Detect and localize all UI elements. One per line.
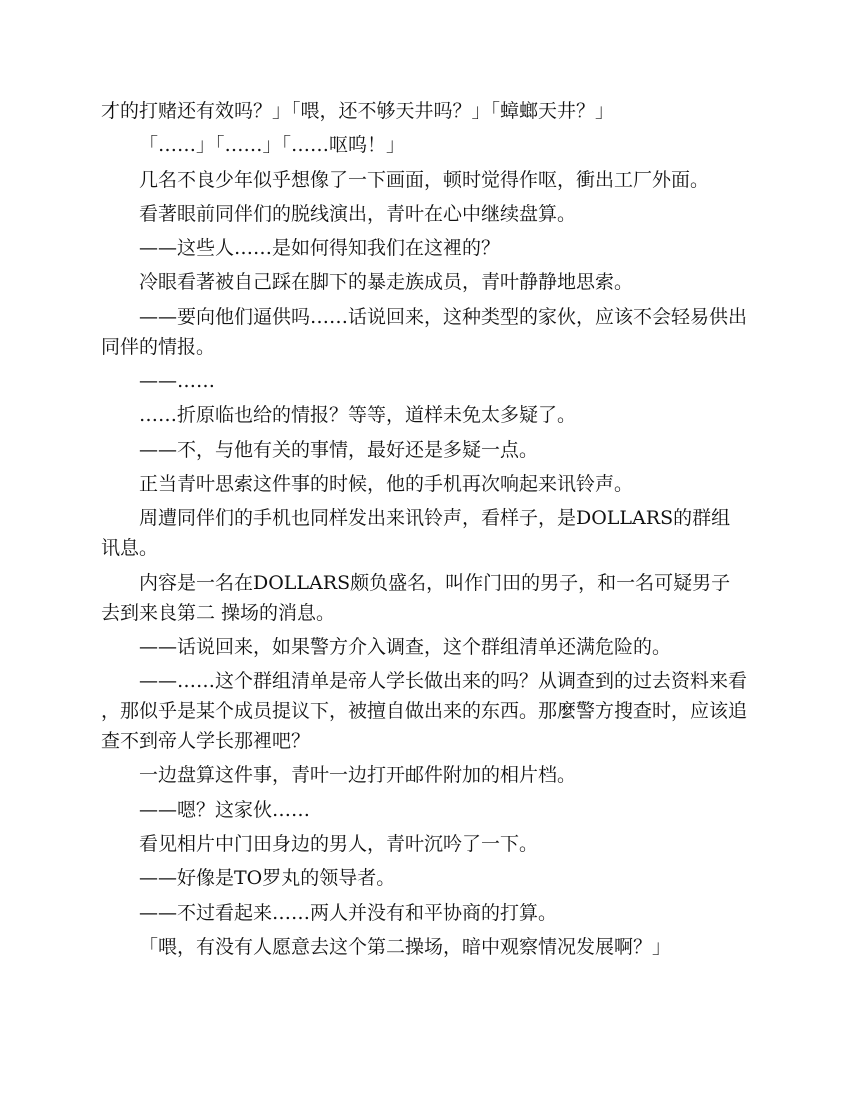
paragraph: 看见相片中门田身边的男人，青叶沉吟了一下。 [139,833,539,856]
paragraph: ……折原临也给的情报？等等，道样未免太多疑了。 [139,404,577,427]
paragraph: 看著眼前同伴们的脱线演出，青叶在心中继续盘算。 [139,202,577,225]
paragraph: 内容是一名在DOLLARS颇负盛名，叫作门田的男子，和一名可疑男子去到来良第二 操场的消息。 [101,571,731,624]
paragraph: ——不，与他有关的事情，最好还是多疑一点。 [139,438,539,461]
paragraph: 冷眼看著被自己踩在脚下的暴走族成员，青叶静静地思索。 [139,271,634,294]
paragraph: ——不过看起来……两人并没有和平协商的打算。 [139,901,558,924]
paragraph: ——这些人……是如何得知我们在这裡的？ [139,237,501,260]
paragraph: ——好像是TO罗丸的领导者。 [139,867,396,890]
paragraph: 一边盘算这件事，青叶一边打开邮件附加的相片档。 [139,764,577,787]
paragraph: ——话说回来，如果警方介入调查，这个群组清单还满危险的。 [139,635,672,658]
paragraph: ——嗯？这家伙…… [139,798,311,821]
paragraph: ——……这个群组清单是帝人学长做出来的吗？从调查到的过去资料来看，那似乎是某个成员提议下，被擅自做出来的东西。那麼警方搜查时，应该追查不到帝人学长那裡吧？ [101,670,748,753]
paragraph: 几名不良少年似乎想像了一下画面，顿时觉得作呕，衝出工厂外面。 [139,168,710,191]
paragraph: ——…… [139,370,215,393]
paragraph: 正当青叶思索这件事的时候，他的手机再次响起来讯铃声。 [139,472,634,495]
paragraph: 才的打赌还有效吗？」「喂，还不够天井吗？」「蟑螂天井？」 [101,100,615,122]
paragraph: 「……」「……」「……呕呜！」 [139,134,406,157]
paragraph: ——要向他们逼供吗……话说回来，这种类型的家伙，应该不会轻易供出同伴的情报。 [101,305,748,358]
paragraph: 周遭同伴们的手机也同样发出来讯铃声，看样子，是DOLLARS的群组讯息。 [101,507,731,560]
paragraph: 「喂，有没有人愿意去这个第二操场，暗中观察情况发展啊？」 [139,935,672,958]
body-text [101,96,749,966]
